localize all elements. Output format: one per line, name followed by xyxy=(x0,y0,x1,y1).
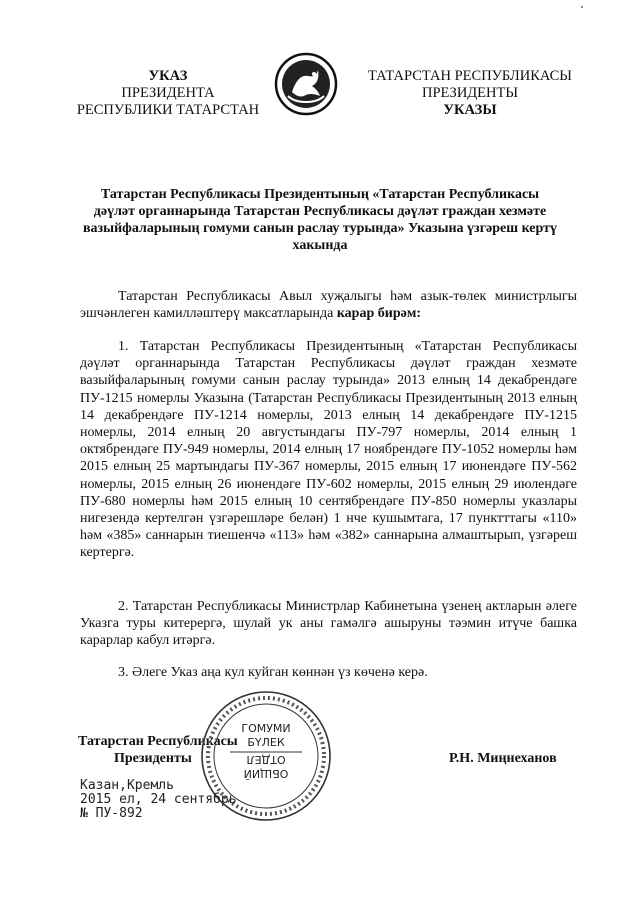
header-right xyxy=(360,68,580,119)
signatory-name: Р.Н. Миңнеханов xyxy=(449,751,557,766)
preamble-text: Татарстан Республикасы Авыл хуҗалыгы һәм азык-төлек министрлыгы эшчәнлеген камилләштерү максатларында xyxy=(80,289,577,322)
signatory-title-line-2: Президенты xyxy=(114,751,192,766)
item-1: 1. Татарстан Республикасы Президентының «Татарстан Республикасы дәүләт органнарында Татарстан Республикасы дәүләт граждан хезмәте вазыйфаларының гомуми санын раслау турында» 2013 елның 14 декабрендәге ПУ-1215 номерлы Указына (Татарстан Республикасы Президентының 2013 елның 14 декабрендәге ПУ-1214 номерлы, 2013 елның 14 декабрендәге ПУ-1215 номерлы, 2014 елның 20 августындагы ПУ-797 номерлы, 2014 елның 1 октябрендәге ПУ-949 номерлы, 2014 елның 17 ноябрендәге ПУ-1052 номерлы һәм 2015 елның 25 мартындагы ПУ-367 номерлы, 2015 елның 17 июнендәге ПУ-562 номерлы, 2015 елның 26 июнендәге ПУ-602 номерлы, 2015 елның 29 июлендәге ПУ-680 номерлы һәм 2015 елның 10 сентябрендәге ПУ-850 номерлы указлары нигезендә кертелгән үзгәрешләре белән) 1 нче кушымтага, 17 пунктттагы «110» һәм «385» саннарын тиешенчә «113» һәм «382» саннарына алмаштырып, үзгәреш кертергә. xyxy=(80,339,577,561)
stamp-line-1: ГОМУМИ xyxy=(241,722,291,735)
header-right-line-3: УКАЗЫ xyxy=(443,102,497,118)
place-date-number xyxy=(80,779,237,821)
signatory-title-line-1: Татарстан Республикасы xyxy=(78,734,238,749)
item-2: 2. Татарстан Республикасы Министрлар Кабинетына үзенең актларын әлеге Указга туры китерергә, шулай ук аны гамәлгә ашыруны тәэмин итүче башка карарлар кабул итәргә. xyxy=(80,599,577,649)
decree-title: Татарстан Республикасы Президентының «Татарстан Республикасы дәүләт органнарында Татарстан Республикасы дәүләт граждан хезмәте вазыйфаларының гомуми санын раслау турында» Указына үзгәреш кертү хакында xyxy=(82,187,557,253)
header-left xyxy=(68,68,268,119)
stamp-line-3: ОТДЕЛ xyxy=(246,753,286,766)
header-left-line-2: ПРЕЗИДЕНТА xyxy=(121,85,215,101)
header-right-line-1: ТАТАРСТАН РЕСПУБЛИКАСЫ xyxy=(368,68,572,84)
preamble-resolution: карар бирәм: xyxy=(336,306,422,322)
coat-of-arms-emblem xyxy=(274,52,338,116)
place: Казан,Кремль xyxy=(80,778,174,793)
header-left-line-1: УКАЗ xyxy=(148,68,188,84)
item-3: 3. Әлеге Указ аңа кул куйган көннән үз көченә керә. xyxy=(118,665,428,680)
decree-number: № ПУ-892 xyxy=(80,806,143,821)
header-left-line-3: РЕСПУБЛИКИ ТАТАРСТАН xyxy=(76,102,260,118)
stamp-line-2: БҮЛЕК xyxy=(247,736,285,749)
preamble xyxy=(80,288,577,322)
header-right-line-2: ПРЕЗИДЕНТЫ xyxy=(421,85,519,101)
date: 2015 ел, 24 сентябрь xyxy=(80,792,237,807)
scan-dot xyxy=(581,6,583,8)
stamp-line-4: ОБЩИЙ xyxy=(243,767,289,780)
